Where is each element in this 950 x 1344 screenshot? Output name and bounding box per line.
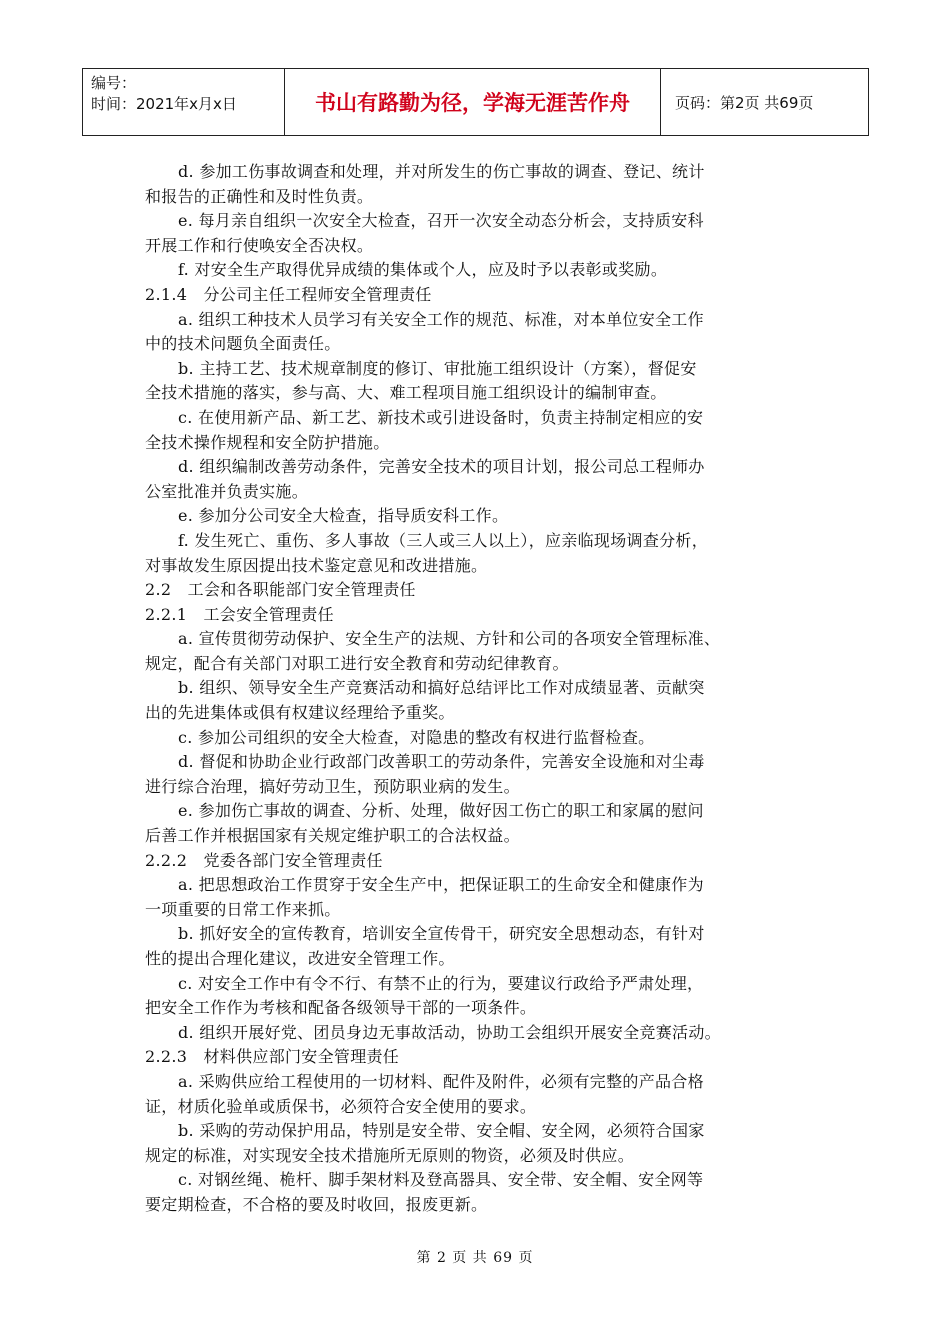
body-line: e. 每月亲自组织一次安全大检查，召开一次安全动态分析会，支持质安科: [178, 211, 704, 231]
section-heading: 2.2.2 党委各部门安全管理责任: [145, 850, 383, 870]
document-body: [145, 160, 815, 1218]
page-footer: 第 2 页 共 69 页: [416, 1250, 534, 1266]
body-line: 开展工作和行使唤安全否决权。: [145, 235, 374, 255]
body-line: c. 对钢丝绳、桅杆、脚手架材料及登高器具、安全带、安全帽、安全网等: [178, 1170, 704, 1190]
body-line: 要定期检查，不合格的要及时收回，报废更新。: [145, 1194, 488, 1214]
body-line: 全技术操作规程和安全防护措施。: [145, 432, 390, 452]
header-page-number: 页码：第2页 共69页: [675, 93, 814, 112]
body-line: f. 对安全生产取得优异成绩的集体或个人，应及时予以表彰或奖励。: [178, 260, 668, 280]
body-line: b. 主持工艺、技术规章制度的修订、审批施工组织设计（方案），督促安: [178, 358, 697, 378]
document-date-label: 时间：2021年x月x日: [91, 95, 237, 113]
body-line: 对事故发生原因提出技术鉴定意见和改进措施。: [145, 555, 488, 575]
section-heading: 2.1.4 分公司主任工程师安全管理责任: [145, 284, 432, 304]
body-line: 性的提出合理化建议，改进安全管理工作。: [145, 949, 455, 968]
body-line: a. 组织工种技术人员学习有关安全工作的规范、标准，对本单位安全工作: [178, 309, 704, 329]
body-line: a. 宣传贯彻劳动保护、安全生产的法规、方针和公司的各项安全管理标准、: [178, 629, 721, 649]
section-heading: 2.2.3 材料供应部门安全管理责任: [145, 1047, 400, 1067]
body-line: a. 把思想政治工作贯穿于安全生产中，把保证职工的生命安全和健康作为: [178, 875, 704, 895]
body-line: e. 参加伤亡事故的调查、分析、处理，做好因工伤亡的职工和家属的慰问: [178, 801, 704, 821]
body-line: 和报告的正确性和及时性负责。: [145, 186, 374, 206]
body-line: c. 对安全工作中有令不行、有禁不止的行为，要建议行政给予严肃处理，: [178, 973, 704, 993]
body-line: b. 组织、领导安全生产竞赛活动和搞好总结评比工作对成绩显著、贡献突: [178, 678, 705, 698]
body-line: 规定，配合有关部门对职工进行安全教育和劳动纪律教育。: [145, 653, 569, 673]
header-motto: 书山有路勤为径，学海无涯苦作舟: [285, 69, 661, 135]
body-line: 中的技术问题负全面责任。: [145, 334, 341, 354]
body-line: d. 参加工伤事故调查和处理，并对所发生的伤亡事故的调查、登记、统计: [178, 162, 705, 181]
document-header: [82, 68, 869, 136]
body-line: 把安全工作作为考核和配备各级领导干部的一项条件。: [145, 998, 537, 1018]
body-line: 后善工作并根据国家有关规定维护职工的合法权益。: [145, 826, 520, 846]
body-line: c. 参加公司组织的安全大检查，对隐患的整改有权进行监督检查。: [178, 727, 655, 747]
body-line: 进行综合治理，搞好劳动卫生，预防职业病的发生。: [145, 776, 520, 796]
body-line: e. 参加分公司安全大检查，指导质安科工作。: [178, 506, 509, 526]
body-line: f. 发生死亡、重伤、多人事故（三人或三人以上），应亲临现场调查分析，: [178, 530, 709, 550]
body-line: d. 组织编制改善劳动条件，完善安全技术的项目计划，报公司总工程师办: [178, 457, 705, 477]
body-line: a. 采购供应给工程使用的一切材料、配件及附件，必须有完整的产品合格: [178, 1071, 704, 1091]
body-line: 出的先进集体或俱有权建议经理给予重奖。: [145, 703, 455, 723]
body-line: c. 在使用新产品、新工艺、新技术或引进设备时，负责主持制定相应的安: [178, 407, 704, 427]
body-line: 证，材质化验单或质保书，必须符合安全使用的要求。: [145, 1096, 537, 1116]
body-line: d. 督促和协助企业行政部门改善职工的劳动条件，完善安全设施和对尘毒: [178, 752, 705, 772]
body-line: 规定的标准，对实现安全技术措施所无原则的物资，必须及时供应。: [145, 1145, 635, 1165]
body-line: 一项重要的日常工作来抓。: [145, 899, 341, 919]
body-line: b. 抓好安全的宣传教育，培训安全宣传骨干，研究安全思想动态，有针对: [178, 924, 705, 944]
section-heading: 2.2 工会和各职能部门安全管理责任: [145, 580, 416, 600]
body-line: d. 组织开展好党、团员身边无事故活动，协助工会组织开展安全竞赛活动。: [178, 1022, 721, 1042]
body-line: b. 采购的劳动保护用品，特别是安全带、安全帽、安全网，必须符合国家: [178, 1121, 705, 1141]
header-meta: [83, 69, 285, 135]
section-heading: 2.2.1 工会安全管理责任: [145, 604, 334, 624]
document-number-label: 编号：: [91, 74, 137, 92]
body-line: 全技术措施的落实，参与高、大、难工程项目施工组织设计的编制审查。: [145, 383, 667, 403]
body-line: 公室批准并负责实施。: [145, 481, 309, 501]
